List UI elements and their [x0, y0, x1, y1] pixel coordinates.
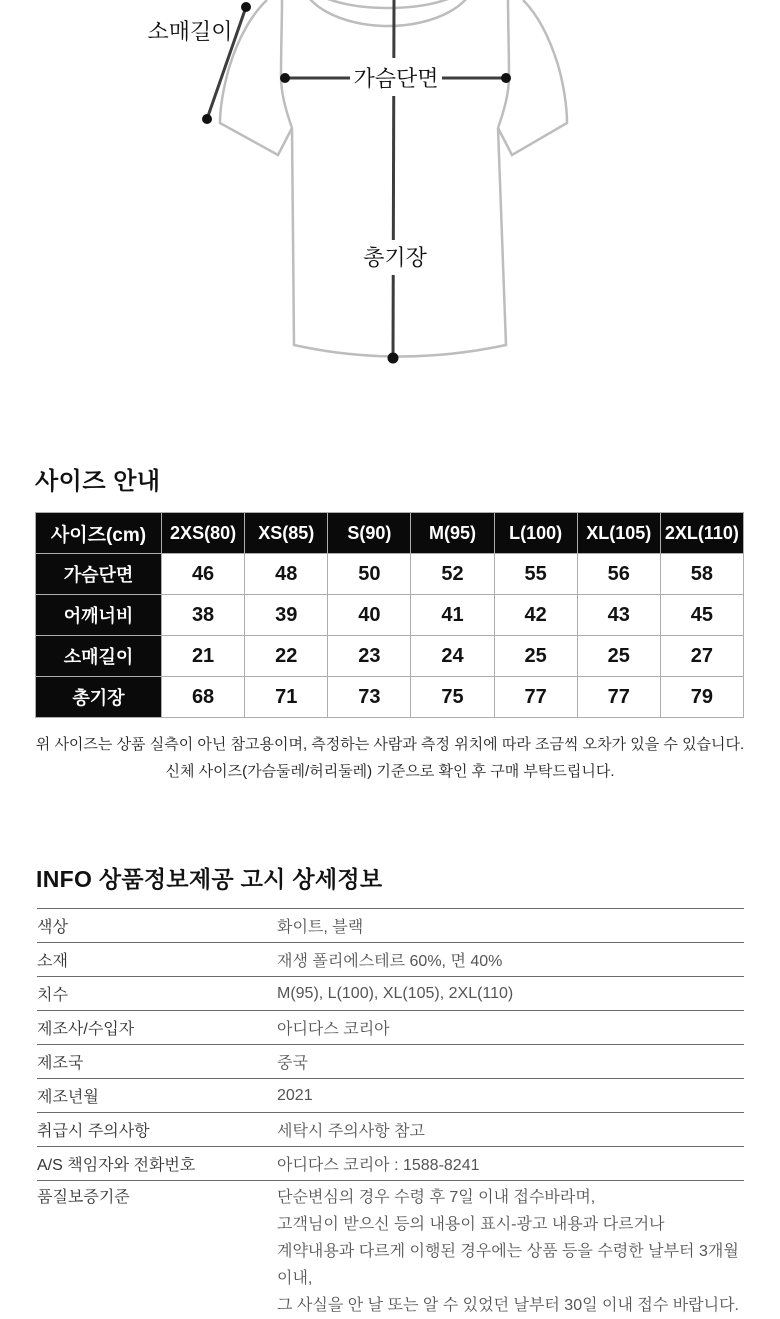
size-row-label: 소매길이 — [36, 636, 162, 677]
size-cell: 23 — [328, 636, 411, 677]
info-row-warranty — [37, 1180, 744, 1319]
length-measure-line — [393, 0, 394, 358]
size-table-header-cell: 2XS(80) — [162, 513, 245, 554]
collar-outer-arc — [300, 0, 476, 26]
measure-endpoint-dots — [202, 2, 511, 364]
warranty-line: 고객님이 받으신 등의 내용이 표시-광고 내용과 다르거나 — [277, 1216, 665, 1233]
size-table-header-cell: M(95) — [411, 513, 494, 554]
size-row-label: 가슴단면 — [36, 554, 162, 595]
size-cell: 50 — [328, 554, 411, 595]
warranty-line: 단순변심의 경우 수령 후 7일 이내 접수바라며, — [277, 1189, 596, 1206]
info-label: 소재 — [37, 953, 68, 970]
size-cell: 58 — [660, 554, 743, 595]
size-table — [35, 512, 744, 718]
info-value-warranty — [277, 1184, 744, 1319]
info-label: A/S 책임자와 전화번호 — [37, 1157, 196, 1174]
size-cell: 71 — [245, 677, 328, 718]
info-label: 제조년월 — [37, 1089, 99, 1106]
info-label: 치수 — [37, 987, 68, 1004]
size-cell: 77 — [494, 677, 577, 718]
info-label: 취급시 주의사항 — [37, 1123, 150, 1140]
size-table-header-cell: XL(105) — [577, 513, 660, 554]
info-row-sizes — [37, 976, 744, 1010]
size-cell: 42 — [494, 595, 577, 636]
product-info-table — [37, 908, 744, 1319]
info-row-color — [37, 908, 744, 942]
info-row-country — [37, 1044, 744, 1078]
size-cell: 21 — [162, 636, 245, 677]
info-row-care — [37, 1112, 744, 1146]
measurement-lines — [207, 0, 506, 358]
info-row-date — [37, 1078, 744, 1112]
right-armhole-seam — [498, 0, 509, 128]
size-table-row-shoulder — [36, 595, 744, 636]
size-table-header-cell: S(90) — [328, 513, 411, 554]
collar-inner-arc — [304, 0, 472, 8]
size-cell: 25 — [494, 636, 577, 677]
size-table-header-cell: L(100) — [494, 513, 577, 554]
info-row-material — [37, 942, 744, 976]
sleeve-length-label: 소매길이 — [147, 19, 233, 44]
info-label: 제조사/수입자 — [37, 1021, 135, 1038]
size-guide-title: 사이즈 안내 — [35, 468, 161, 495]
size-row-label: 어깨너비 — [36, 595, 162, 636]
info-label: 색상 — [37, 919, 68, 936]
info-row-manufacturer — [37, 1010, 744, 1044]
size-guide-notes — [0, 731, 780, 785]
warranty-line: 계약내용과 다르게 이행된 경우에는 상품 등을 수령한 날부터 3개월 이내, — [277, 1243, 739, 1287]
info-value: 중국 — [277, 1055, 308, 1072]
size-cell: 41 — [411, 595, 494, 636]
size-cell: 46 — [162, 554, 245, 595]
size-cell: 77 — [577, 677, 660, 718]
size-table-header-cell: 2XL(110) — [660, 513, 743, 554]
size-table-header-row — [36, 513, 744, 554]
info-value: 2021 — [277, 1086, 313, 1104]
size-cell: 68 — [162, 677, 245, 718]
size-cell: 39 — [245, 595, 328, 636]
size-note-line: 신체 사이즈(가슴둘레/허리둘레) 기준으로 확인 후 구매 부탁드립니다. — [165, 763, 615, 780]
size-note-line: 위 사이즈는 상품 실측이 아닌 참고용이며, 측정하는 사람과 측정 위치에 따라 조금씩 오차가 있을 수 있습니다. — [35, 736, 745, 753]
info-value: 화이트, 블랙 — [277, 919, 364, 936]
size-cell: 40 — [328, 595, 411, 636]
size-cell: 22 — [245, 636, 328, 677]
size-cell: 56 — [577, 554, 660, 595]
size-cell: 43 — [577, 595, 660, 636]
size-cell: 52 — [411, 554, 494, 595]
total-length-label: 총기장 — [363, 245, 427, 270]
size-cell: 55 — [494, 554, 577, 595]
info-label: 품질보증기준 — [37, 1189, 130, 1206]
product-info-title: INFO 상품정보제공 고시 상세정보 — [36, 866, 383, 892]
left-armhole-seam — [281, 0, 292, 128]
size-cell: 73 — [328, 677, 411, 718]
size-table-row-chest — [36, 554, 744, 595]
chest-width-label: 가슴단면 — [353, 66, 439, 91]
size-cell: 75 — [411, 677, 494, 718]
info-value: 세탁시 주의사항 참고 — [277, 1123, 425, 1140]
info-value: 아디다스 코리아 : 1588-8241 — [277, 1157, 480, 1174]
warranty-line: 그 사실을 안 날 또는 알 수 있었던 날부터 30일 이내 접수 바랍니다. — [277, 1297, 739, 1314]
size-table-row-length — [36, 677, 744, 718]
size-cell: 25 — [577, 636, 660, 677]
size-cell: 48 — [245, 554, 328, 595]
info-value: 아디다스 코리아 — [277, 1021, 390, 1038]
size-table-row-sleeve — [36, 636, 744, 677]
size-table-header-cell: 사이즈(cm) — [36, 513, 162, 554]
size-cell: 45 — [660, 595, 743, 636]
info-label: 제조국 — [37, 1055, 84, 1072]
info-value: 재생 폴리에스테르 60%, 면 40% — [277, 953, 503, 970]
size-cell: 38 — [162, 595, 245, 636]
size-row-label: 총기장 — [36, 677, 162, 718]
size-cell: 79 — [660, 677, 743, 718]
size-cell: 27 — [660, 636, 743, 677]
info-row-as-contact — [37, 1146, 744, 1180]
size-cell: 24 — [411, 636, 494, 677]
tshirt-measurement-diagram — [0, 0, 780, 430]
info-value: M(95), L(100), XL(105), 2XL(110) — [277, 984, 514, 1002]
size-table-header-cell: XS(85) — [245, 513, 328, 554]
